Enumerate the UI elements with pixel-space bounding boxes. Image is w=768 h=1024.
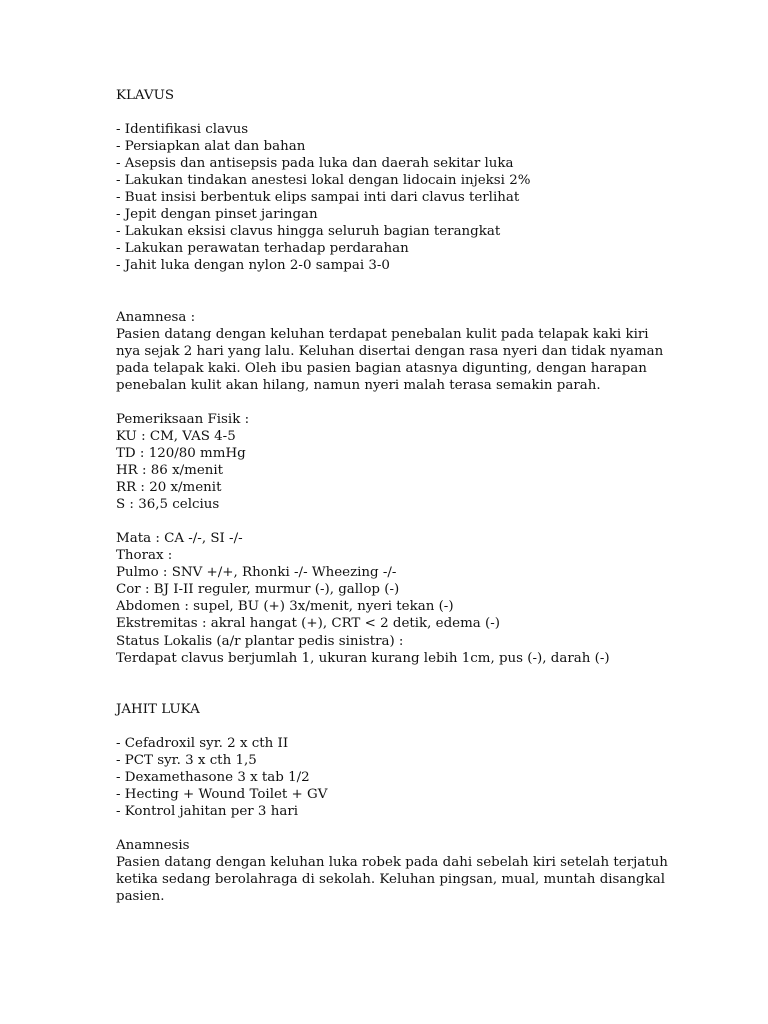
klavus-title: KLAVUS bbox=[116, 88, 175, 103]
paragraph-line: pada telapak kaki. Oleh ibu pasien bagian atasnya digunting, dengan harapan bbox=[116, 360, 647, 376]
spacer bbox=[116, 718, 736, 735]
paragraph-line: penebalan kulit akan hilang, namun nyeri malah terasa semakin parah. bbox=[116, 377, 601, 393]
exam-item: Pulmo : SNV +/+, Rhonki -/- Wheezing -/- bbox=[116, 565, 397, 581]
anamnesis-paragraph bbox=[116, 854, 736, 905]
vitals-list bbox=[116, 428, 736, 513]
list-item: - Lakukan tindakan anestesi lokal dengan lidocain injeksi 2% bbox=[116, 173, 531, 189]
exam-list bbox=[116, 530, 736, 666]
jahit-luka-title: JAHIT LUKA bbox=[116, 701, 200, 717]
list-item: - Kontrol jahitan per 3 hari bbox=[116, 803, 299, 819]
vital-item: KU : CM, VAS 4-5 bbox=[116, 428, 236, 444]
exam-item: Abdomen : supel, BU (+) 3x/menit, nyeri tekan (-) bbox=[116, 599, 454, 615]
anamnesis-heading: Anamnesis bbox=[116, 838, 190, 854]
list-item: - Asepsis dan antisepsis pada luka dan daerah sekitar luka bbox=[116, 156, 514, 172]
klavus-steps-list bbox=[116, 121, 736, 274]
exam-item: Terdapat clavus berjumlah 1, ukuran kurang lebih 1cm, pus (-), darah (-) bbox=[116, 650, 610, 666]
list-item: - PCT syr. 3 x cth 1,5 bbox=[116, 752, 257, 768]
spacer bbox=[116, 820, 736, 837]
anamnesa-paragraph bbox=[116, 326, 736, 394]
list-item: - Lakukan perawatan terhadap perdarahan bbox=[116, 241, 409, 257]
list-item: - Identifikasi clavus bbox=[116, 122, 249, 138]
list-item: - Cefadroxil syr. 2 x cth II bbox=[116, 735, 289, 751]
paragraph-line: Pasien datang dengan keluhan luka robek pada dahi sebelah kiri setelah terjatuh bbox=[116, 855, 668, 871]
list-item: - Hecting + Wound Toilet + GV bbox=[116, 786, 328, 802]
document-content bbox=[116, 87, 736, 905]
spacer bbox=[116, 513, 736, 530]
exam-item: Cor : BJ I-II reguler, murmur (-), gallop (-) bbox=[116, 582, 400, 598]
list-item: - Persiapkan alat dan bahan bbox=[116, 139, 306, 155]
list-item: - Dexamethasone 3 x tab 1/2 bbox=[116, 769, 310, 785]
exam-item: Ekstremitas : akral hangat (+), CRT < 2 detik, edema (-) bbox=[116, 616, 500, 632]
paragraph-line: pasien. bbox=[116, 889, 165, 905]
exam-item: Thorax : bbox=[116, 548, 173, 564]
spacer bbox=[116, 667, 736, 684]
list-item: - Jahit luka dengan nylon 2-0 sampai 3-0 bbox=[116, 258, 390, 274]
vital-item: HR : 86 x/menit bbox=[116, 463, 224, 479]
spacer bbox=[116, 275, 736, 292]
vital-item: S : 36,5 celcius bbox=[116, 497, 220, 513]
spacer bbox=[116, 292, 736, 309]
paragraph-line: nya sejak 2 hari yang lalu. Keluhan disertai dengan rasa nyeri dan tidak nyaman bbox=[116, 343, 664, 359]
anamnesa-heading: Anamnesa : bbox=[116, 309, 196, 325]
vital-item: TD : 120/80 mmHg bbox=[116, 445, 246, 461]
jahit-luka-list bbox=[116, 735, 736, 820]
paragraph-line: Pasien datang dengan keluhan terdapat penebalan kulit pada telapak kaki kiri bbox=[116, 326, 649, 342]
spacer bbox=[116, 394, 736, 411]
vital-item: RR : 20 x/menit bbox=[116, 480, 222, 496]
spacer bbox=[116, 104, 736, 121]
list-item: - Buat insisi berbentuk elips sampai inti dari clavus terlihat bbox=[116, 190, 520, 206]
exam-item: Mata : CA -/-, SI -/- bbox=[116, 531, 243, 547]
list-item: - Jepit dengan pinset jaringan bbox=[116, 207, 318, 223]
exam-item: Status Lokalis (a/r plantar pedis sinistra) : bbox=[116, 633, 404, 649]
pemeriksaan-heading: Pemeriksaan Fisik : bbox=[116, 411, 250, 427]
spacer bbox=[116, 684, 736, 701]
list-item: - Lakukan eksisi clavus hingga seluruh bagian terangkat bbox=[116, 224, 501, 240]
paragraph-line: ketika sedang berolahraga di sekolah. Keluhan pingsan, mual, muntah disangkal bbox=[116, 872, 665, 888]
